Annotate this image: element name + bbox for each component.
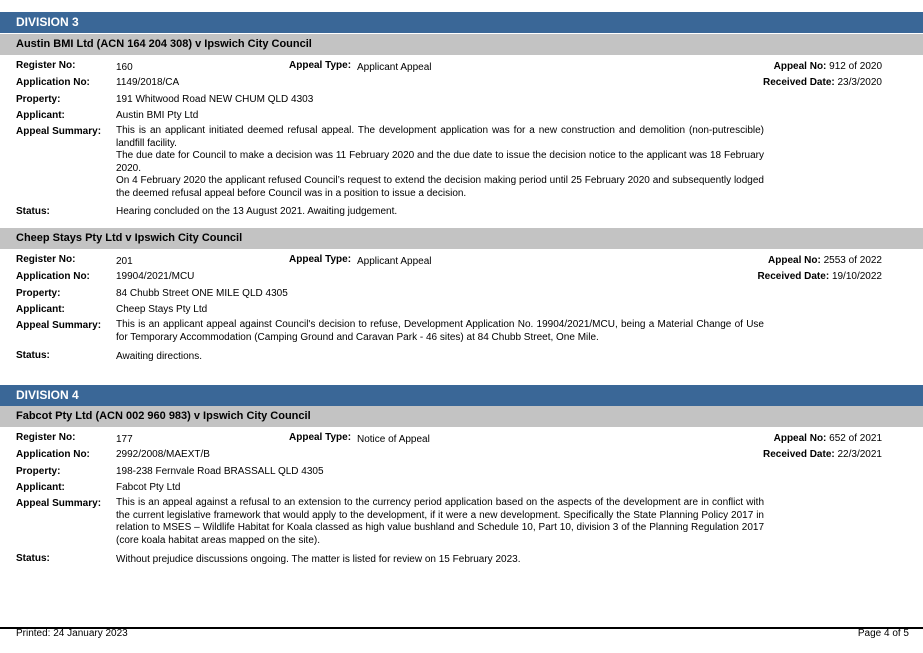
received-date [763,449,882,460]
case-title: Fabcot Pty Ltd (ACN 002 960 983) v Ipswich City Council [16,410,311,422]
appeal-summary-text [116,497,764,547]
status-value: Awaiting directions. [116,351,202,362]
summary-paragraph: This is an appeal against a refusal to an extension to the currency period application based on the aspects of the development are in conflict with the current legislative framework that would apply to the development, if it were a new development. Specifically the State Planning Policy 2017 in relation to MSES – Wildlife Habitat for Koala classed as high value bushland and Schedule 10, Part 10, division 3 of the Planning Regulation 2017 (core koala habitat areas mapped on the site). [116,497,764,546]
appeal-no [774,61,882,72]
summary-paragraph: On 4 February 2020 the applicant refused Council’s request to extend the decision making period until 25 February 2020 and subsequently lodged the deemed refusal appeal before Council was in a position to issue a decision. [116,175,764,199]
appeal-type-label: Appeal Type: [289,254,352,265]
appeal-no-value: 652 of 2021 [829,433,882,444]
division-title: DIVISION 3 [16,15,79,29]
applicant-label: Applicant: [16,304,65,315]
status-value: Hearing concluded on the 13 August 2021. Awaiting judgement. [116,206,398,217]
appeal-summary-label: Appeal Summary: [16,126,102,137]
status-label: Status: [16,350,50,361]
appeal-no [768,255,882,266]
appeal-type-value: Applicant Appeal [357,256,432,267]
property-value: 84 Chubb Street ONE MILE QLD 4305 [116,288,288,299]
case-header [0,228,923,249]
received-date-label: Received Date: [757,271,830,282]
received-date [763,77,882,88]
received-date [757,271,882,282]
application-no-label: Application No: [16,271,90,282]
appeal-no-label: Appeal No: [773,61,827,72]
register-no-label: Register No: [16,254,76,265]
applicant-value: Cheep Stays Pty Ltd [116,304,208,315]
footer-divider [0,627,923,629]
application-no-value: 1149/2018/CA [116,77,180,88]
appeal-summary-text [116,125,764,200]
application-no-value: 19904/2021/MCU [116,271,195,282]
applicant-label: Applicant: [16,482,65,493]
division-header [0,12,923,33]
appeal-summary-label: Appeal Summary: [16,498,102,509]
register-no-label: Register No: [16,60,76,71]
applicant-value: Fabcot Pty Ltd [116,482,181,493]
summary-paragraph: The due date for Council to make a decision was 11 February 2020 and the due date to issue the decision notice to the applicant was 18 February 2020. [116,150,764,174]
application-no-label: Application No: [16,449,90,460]
applicant-value: Austin BMI Pty Ltd [116,110,199,121]
case-header [0,406,923,427]
property-value: 191 Whitwood Road NEW CHUM QLD 4303 [116,94,314,105]
application-no-label: Application No: [16,77,90,88]
appeal-summary-label: Appeal Summary: [16,320,102,331]
property-label: Property: [16,288,61,299]
case-title: Cheep Stays Pty Ltd v Ipswich City Council [16,232,243,244]
register-no-label: Register No: [16,432,76,443]
register-no-value: 160 [116,62,133,73]
appeal-type-label: Appeal Type: [289,432,352,443]
appeal-no-label: Appeal No: [773,433,827,444]
appeal-no [774,433,882,444]
applicant-label: Applicant: [16,110,65,121]
status-label: Status: [16,206,50,217]
printed-date: Printed: 24 January 2023 [16,628,128,639]
received-date-value: 22/3/2021 [837,449,882,460]
appeal-type-label: Appeal Type: [289,60,352,71]
received-date-label: Received Date: [763,77,835,88]
page-number: Page 4 of 5 [857,628,909,639]
case-header [0,34,923,55]
division-title: DIVISION 4 [16,388,79,402]
received-date-value: 19/10/2022 [831,271,882,282]
received-date-label: Received Date: [763,449,835,460]
appeal-type-value: Applicant Appeal [357,62,432,73]
division-header [0,385,923,406]
appeal-type-value: Notice of Appeal [357,434,430,445]
status-value: Without prejudice discussions ongoing. The matter is listed for review on 15 February 2023. [116,554,521,565]
appeal-no-value: 2553 of 2022 [823,255,882,266]
property-label: Property: [16,466,61,477]
summary-paragraph: This is an applicant appeal against Council's decision to refuse, Development Application No. 19904/2021/MCU, being a Material Change of Use for Temporary Accommodation (Camping Ground and Caravan Park - 46 sites) at 84 Chubb Street, One Mile. [116,319,764,343]
case-title: Austin BMI Ltd (ACN 164 204 308) v Ipswich City Council [16,38,312,50]
appeal-summary-text [116,319,764,344]
property-value: 198-238 Fernvale Road BRASSALL QLD 4305 [116,466,324,477]
appeal-no-label: Appeal No: [768,255,821,266]
register-no-value: 177 [116,434,133,445]
summary-paragraph: This is an applicant initiated deemed refusal appeal. The development application was for a new construction and demolition (non-putrescible) landfill facility. [116,125,764,149]
application-no-value: 2992/2008/MAEXT/B [116,449,210,460]
received-date-value: 23/3/2020 [837,77,882,88]
appeal-no-value: 912 of 2020 [829,61,882,72]
register-no-value: 201 [116,256,133,267]
property-label: Property: [16,94,61,105]
status-label: Status: [16,553,50,564]
